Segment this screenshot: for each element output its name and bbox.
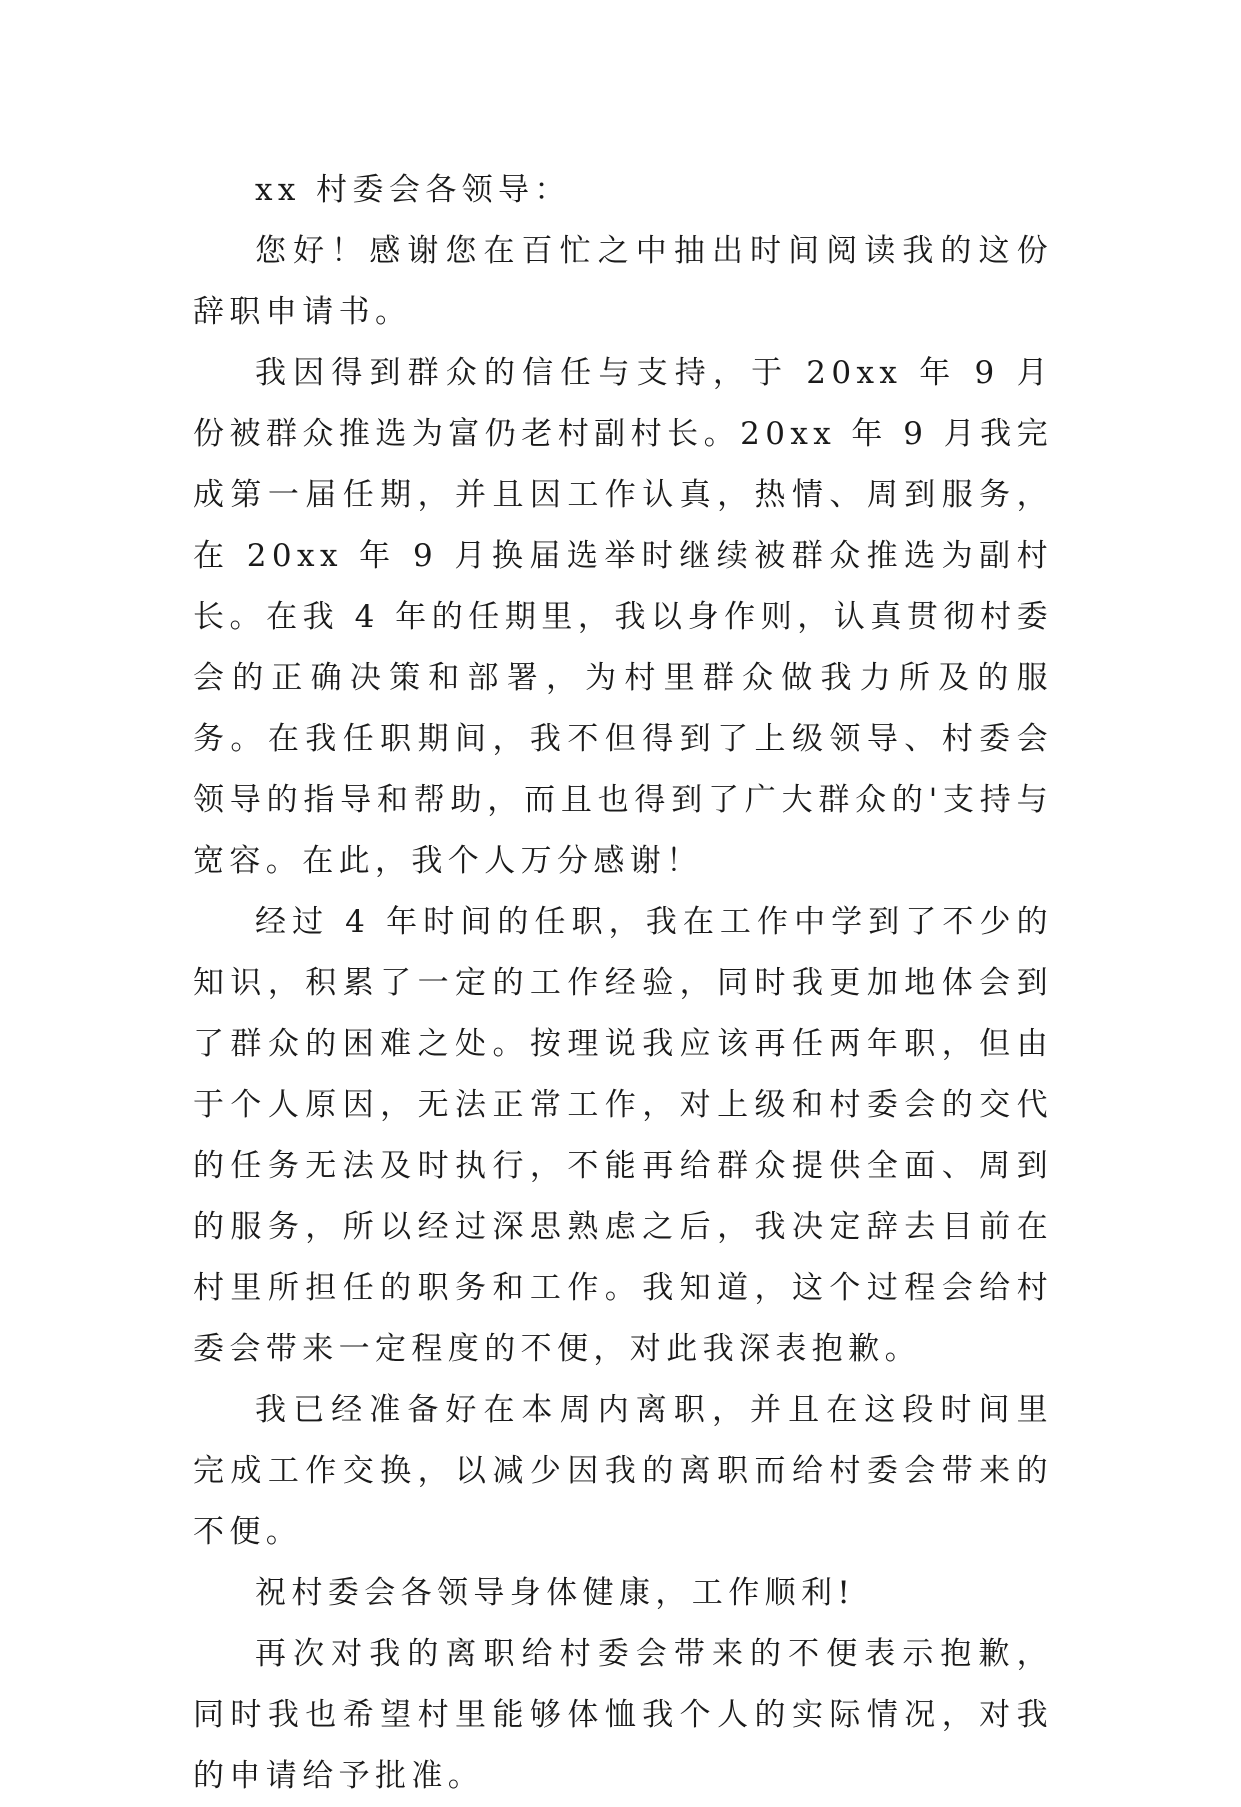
paragraph-handover: 我已经准备好在本周内离职，并且在这段时间里完成工作交换，以减少因我的离职而给村委会带来的不便。 <box>193 1392 1053 1550</box>
resignation-letter <box>193 160 1053 1807</box>
paragraph-background: 我因得到群众的信任与支持，于 20xx 年 9 月份被群众推选为富仍老村副村长。20xx 年 9 月我完成第一届任期，并且因工作认真，热情、周到服务，在 20xx 年 9 月换届选举时继续被群众推选为副村长。在我 4 年的任期里，我以身作则，认真贯彻村委会的正确决策和部署，为村里群众做我力所及的服务。在我任职期间，我不但得到了上级领导、村委会领导的指导和帮助，而且也得到了广大群众的'支持与宽容。在此，我个人万分感谢！ <box>193 355 1053 879</box>
salutation: xx 村委会各领导： <box>255 172 571 208</box>
paragraph-reason: 经过 4 年时间的任职，我在工作中学到了不少的知识，积累了一定的工作经验，同时我更加地体会到了群众的困难之处。按理说我应该再任两年职，但由于个人原因，无法正常工作，对上级和村委会的交代的任务无法及时执行，不能再给群众提供全面、周到的服务，所以经过深思熟虑之后，我决定辞去目前在村里所担任的职务和工作。我知道，这个过程会给村委会带来一定程度的不便，对此我深表抱歉。 <box>193 904 1053 1367</box>
paragraph-greeting: 您好！感谢您在百忙之中抽出时间阅读我的这份辞职申请书。 <box>193 233 1053 330</box>
paragraph-closing: 再次对我的离职给村委会带来的不便表示抱歉，同时我也希望村里能够体恤我个人的实际情况，对我的申请给予批准。 <box>193 1636 1053 1794</box>
paragraph-wishes: 祝村委会各领导身体健康，工作顺利! <box>255 1575 856 1611</box>
